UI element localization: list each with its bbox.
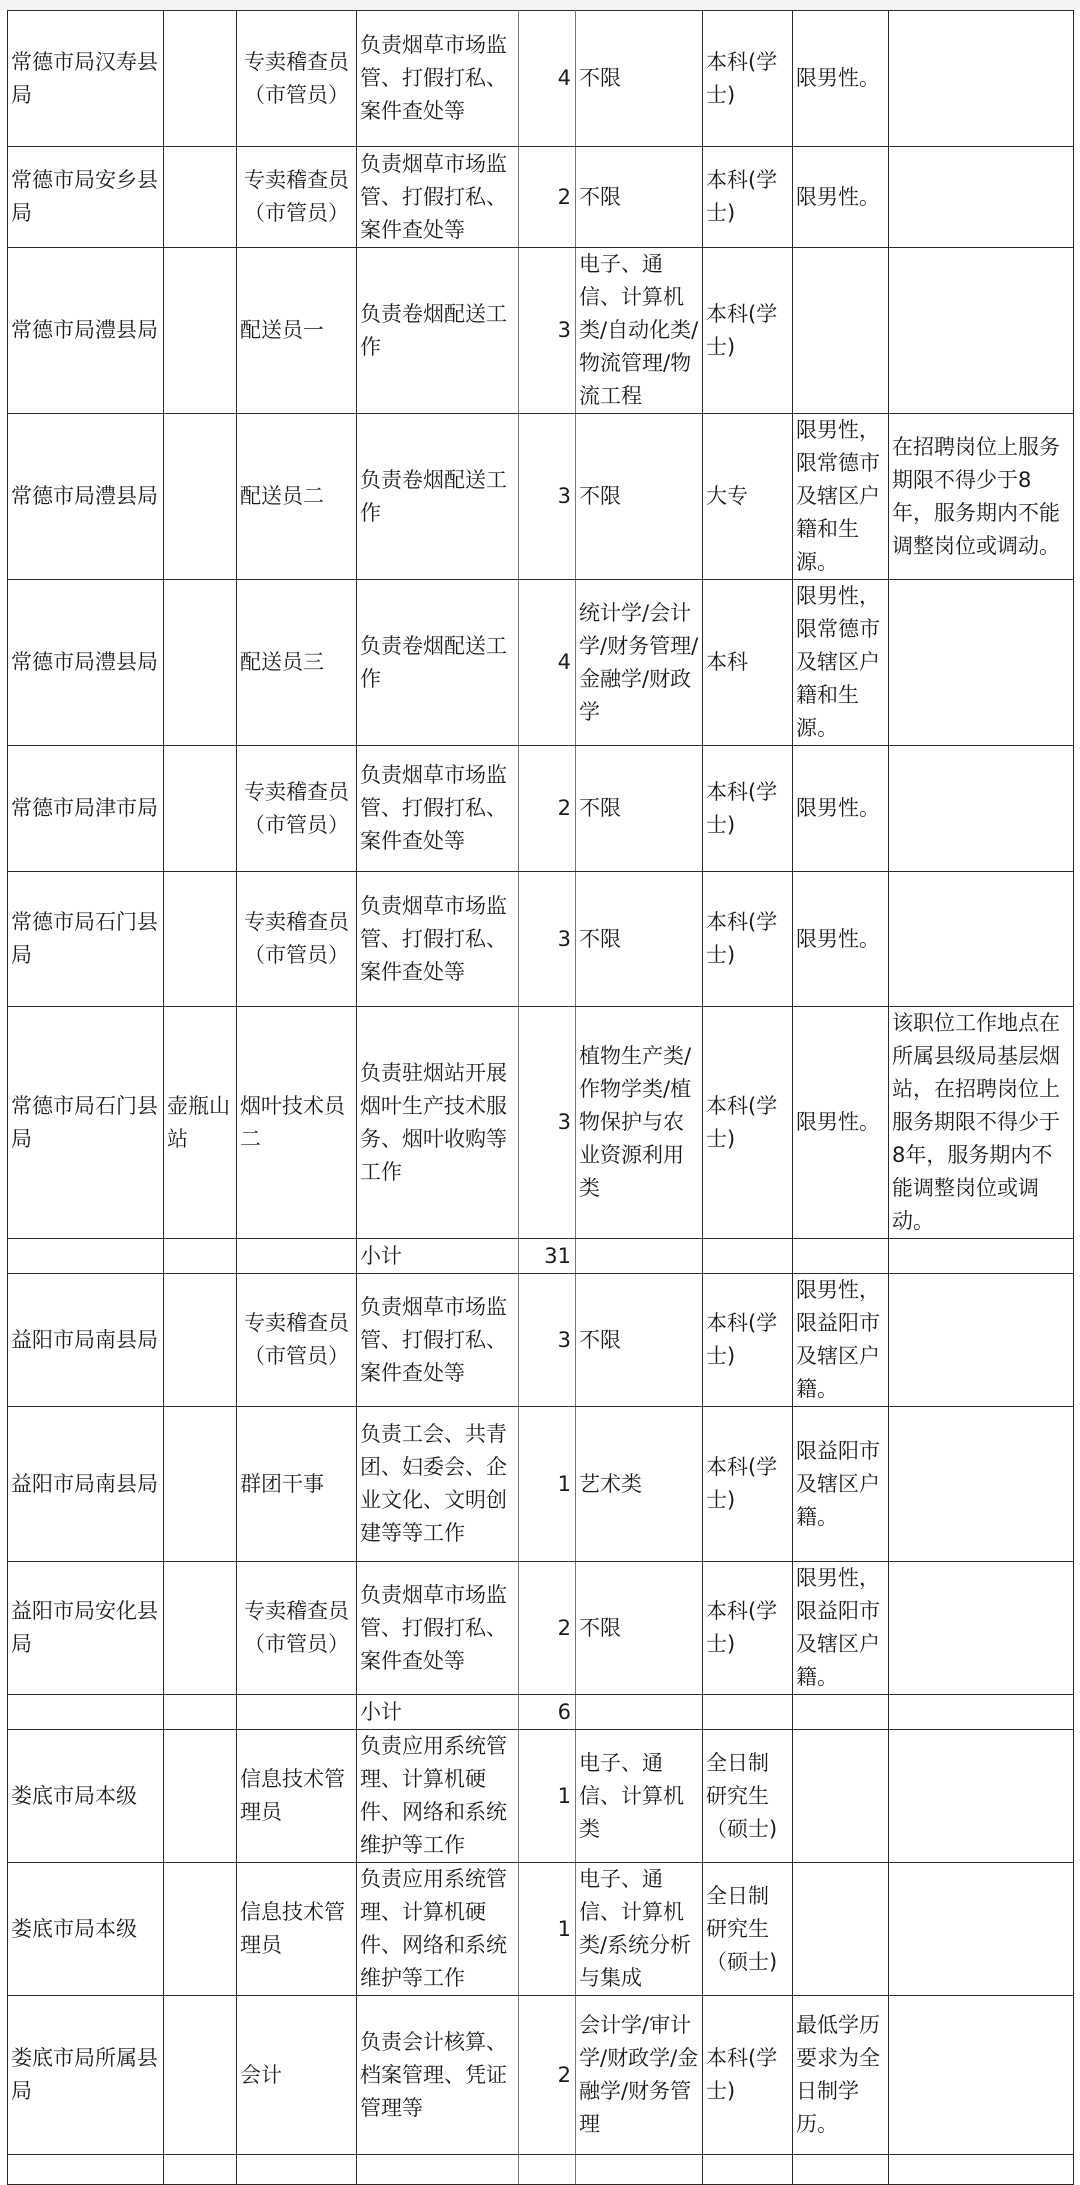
note-cell xyxy=(889,1562,1074,1695)
subtotal-row xyxy=(8,1239,1074,1274)
empty-cell xyxy=(703,1695,793,1730)
major-cell: 不限 xyxy=(576,872,703,1007)
unit-cell: 益阳市局南县局 xyxy=(8,1274,164,1407)
site-cell xyxy=(164,1996,237,2155)
empty-cell xyxy=(889,1239,1074,1274)
duty-cell: 负责烟草市场监管、打假打私、案件查处等 xyxy=(357,746,519,872)
subtotal-blank-cell xyxy=(8,1695,164,1730)
count-cell xyxy=(519,2155,576,2185)
subtotal-label: 小计 xyxy=(357,1695,519,1730)
count-cell: 3 xyxy=(519,248,576,414)
major-cell: 电子、通信、计算机类/系统分析与集成 xyxy=(576,1863,703,1996)
count-cell: 1 xyxy=(519,1730,576,1863)
note-cell xyxy=(889,1274,1074,1407)
requirement-cell xyxy=(793,1863,889,1996)
site-cell xyxy=(164,414,237,580)
duty-cell: 负责卷烟配送工作 xyxy=(357,580,519,746)
note-cell xyxy=(889,11,1074,147)
count-cell: 3 xyxy=(519,414,576,580)
duty-cell: 负责烟草市场监管、打假打私、案件查处等 xyxy=(357,1562,519,1695)
site-cell xyxy=(164,2155,237,2185)
duty-cell: 负责烟草市场监管、打假打私、案件查处等 xyxy=(357,11,519,147)
major-cell xyxy=(576,2155,703,2185)
position-cell: 信息技术管理员 xyxy=(237,1730,357,1863)
table-row xyxy=(8,1996,1074,2155)
empty-cell xyxy=(237,1695,357,1730)
position-cell: 配送员二 xyxy=(237,414,357,580)
subtotal-count: 6 xyxy=(519,1695,576,1730)
table-row xyxy=(8,1863,1074,1996)
requirement-cell: 限男性，限常德市及辖区户籍和生源。 xyxy=(793,414,889,580)
empty-cell xyxy=(793,1695,889,1730)
count-cell: 3 xyxy=(519,1007,576,1239)
major-cell: 艺术类 xyxy=(576,1407,703,1562)
table-row xyxy=(8,1407,1074,1562)
empty-cell xyxy=(164,1695,237,1730)
position-cell: 专卖稽查员（市管员） xyxy=(237,1274,357,1407)
count-cell: 4 xyxy=(519,11,576,147)
empty-cell xyxy=(237,1239,357,1274)
table-row xyxy=(8,147,1074,248)
count-cell: 1 xyxy=(519,1863,576,1996)
duty-cell: 负责应用系统管理、计算机硬件、网络和系统维护等工作 xyxy=(357,1863,519,1996)
requirement-cell xyxy=(793,1730,889,1863)
note-cell xyxy=(889,872,1074,1007)
site-cell xyxy=(164,11,237,147)
requirement-cell: 限男性。 xyxy=(793,147,889,248)
site-cell xyxy=(164,1274,237,1407)
count-cell: 2 xyxy=(519,147,576,248)
note-cell xyxy=(889,248,1074,414)
duty-cell: 负责烟草市场监管、打假打私、案件查处等 xyxy=(357,147,519,248)
site-cell xyxy=(164,1562,237,1695)
duty-cell: 负责工会、共青团、妇委会、企业文化、文明创建等等工作 xyxy=(357,1407,519,1562)
note-cell xyxy=(889,147,1074,248)
duty-cell xyxy=(357,2155,519,2185)
requirement-cell: 限男性，限益阳市及辖区户籍。 xyxy=(793,1274,889,1407)
count-cell: 1 xyxy=(519,1407,576,1562)
count-cell: 2 xyxy=(519,746,576,872)
table-row xyxy=(8,11,1074,147)
unit-cell: 益阳市局南县局 xyxy=(8,1407,164,1562)
major-cell: 不限 xyxy=(576,1562,703,1695)
major-cell: 不限 xyxy=(576,746,703,872)
unit-cell: 常德市局津市局 xyxy=(8,746,164,872)
note-cell xyxy=(889,1730,1074,1863)
duty-cell: 负责驻烟站开展烟叶生产技术服务、烟叶收购等工作 xyxy=(357,1007,519,1239)
position-cell: 配送员三 xyxy=(237,580,357,746)
note-cell: 在招聘岗位上服务期限不得少于8年，服务期内不能调整岗位或调动。 xyxy=(889,414,1074,580)
major-cell: 统计学/会计学/财务管理/金融学/财政学 xyxy=(576,580,703,746)
requirement-cell xyxy=(793,2155,889,2185)
unit-cell: 娄底市局本级 xyxy=(8,1863,164,1996)
site-cell: 壶瓶山站 xyxy=(164,1007,237,1239)
unit-cell: 常德市局澧县局 xyxy=(8,580,164,746)
education-cell: 全日制研究生（硕士) xyxy=(703,1863,793,1996)
note-cell xyxy=(889,746,1074,872)
major-cell: 不限 xyxy=(576,1274,703,1407)
requirement-cell: 限益阳市及辖区户籍。 xyxy=(793,1407,889,1562)
table-row xyxy=(8,872,1074,1007)
note-cell xyxy=(889,2155,1074,2185)
education-cell: 大专 xyxy=(703,414,793,580)
major-cell: 植物生产类/作物学类/植物保护与农业资源利用类 xyxy=(576,1007,703,1239)
major-cell: 不限 xyxy=(576,147,703,248)
note-cell: 该职位工作地点在所属县级局基层烟站，在招聘岗位上服务期限不得少于8年，服务期内不能调整岗位或调动。 xyxy=(889,1007,1074,1239)
count-cell: 2 xyxy=(519,1562,576,1695)
education-cell: 本科(学士) xyxy=(703,746,793,872)
position-cell: 专卖稽查员（市管员） xyxy=(237,147,357,248)
empty-cell xyxy=(889,1695,1074,1730)
unit-cell: 娄底市局所属县局 xyxy=(8,1996,164,2155)
site-cell xyxy=(164,147,237,248)
site-cell xyxy=(164,872,237,1007)
position-cell: 配送员一 xyxy=(237,248,357,414)
education-cell: 本科 xyxy=(703,580,793,746)
major-cell: 不限 xyxy=(576,414,703,580)
subtotal-blank-cell xyxy=(8,1239,164,1274)
position-cell: 专卖稽查员（市管员） xyxy=(237,11,357,147)
position-cell: 群团干事 xyxy=(237,1407,357,1562)
unit-cell: 常德市局澧县局 xyxy=(8,248,164,414)
table-row xyxy=(8,1007,1074,1239)
duty-cell: 负责卷烟配送工作 xyxy=(357,248,519,414)
major-cell: 电子、通信、计算机类/自动化类/物流管理/物流工程 xyxy=(576,248,703,414)
major-cell: 电子、通信、计算机类 xyxy=(576,1730,703,1863)
empty-cell xyxy=(164,1239,237,1274)
education-cell: 本科(学士) xyxy=(703,1007,793,1239)
subtotal-row xyxy=(8,1695,1074,1730)
table-row xyxy=(8,1730,1074,1863)
unit-cell: 常德市局汉寿县局 xyxy=(8,11,164,147)
table-row xyxy=(8,248,1074,414)
education-cell: 本科(学士) xyxy=(703,11,793,147)
position-cell: 专卖稽查员（市管员） xyxy=(237,872,357,1007)
previous-row-remnant xyxy=(0,0,1080,10)
requirement-cell: 限男性，限益阳市及辖区户籍。 xyxy=(793,1562,889,1695)
unit-cell: 常德市局澧县局 xyxy=(8,414,164,580)
unit-cell: 娄底市局本级 xyxy=(8,1730,164,1863)
table-row xyxy=(8,580,1074,746)
count-cell: 3 xyxy=(519,872,576,1007)
unit-cell: 益阳市局安化县局 xyxy=(8,1562,164,1695)
subtotal-count: 31 xyxy=(519,1239,576,1274)
count-cell: 3 xyxy=(519,1274,576,1407)
education-cell: 本科(学士) xyxy=(703,248,793,414)
empty-cell xyxy=(793,1239,889,1274)
table-row xyxy=(8,414,1074,580)
site-cell xyxy=(164,746,237,872)
subtotal-label: 小计 xyxy=(357,1239,519,1274)
table-row xyxy=(8,746,1074,872)
education-cell xyxy=(703,2155,793,2185)
position-cell: 烟叶技术员二 xyxy=(237,1007,357,1239)
table-row xyxy=(8,1562,1074,1695)
requirement-cell: 限男性。 xyxy=(793,11,889,147)
position-cell xyxy=(237,2155,357,2185)
position-cell: 会计 xyxy=(237,1996,357,2155)
education-cell: 本科(学士) xyxy=(703,1996,793,2155)
requirement-cell: 限男性。 xyxy=(793,1007,889,1239)
unit-cell xyxy=(8,2155,164,2185)
site-cell xyxy=(164,248,237,414)
duty-cell: 负责烟草市场监管、打假打私、案件查处等 xyxy=(357,1274,519,1407)
site-cell xyxy=(164,1407,237,1562)
requirement-cell: 最低学历要求为全日制学历。 xyxy=(793,1996,889,2155)
note-cell xyxy=(889,1863,1074,1996)
position-cell: 信息技术管理员 xyxy=(237,1863,357,1996)
duty-cell: 负责烟草市场监管、打假打私、案件查处等 xyxy=(357,872,519,1007)
position-cell: 专卖稽查员（市管员） xyxy=(237,1562,357,1695)
education-cell: 本科(学士) xyxy=(703,872,793,1007)
position-cell: 专卖稽查员（市管员） xyxy=(237,746,357,872)
site-cell xyxy=(164,1863,237,1996)
requirement-cell: 限男性。 xyxy=(793,872,889,1007)
count-cell: 4 xyxy=(519,580,576,746)
unit-cell: 常德市局石门县局 xyxy=(8,1007,164,1239)
requirement-cell xyxy=(793,248,889,414)
unit-cell: 常德市局安乡县局 xyxy=(8,147,164,248)
empty-cell xyxy=(576,1695,703,1730)
duty-cell: 负责卷烟配送工作 xyxy=(357,414,519,580)
major-cell: 会计学/审计学/财政学/金融学/财务管理 xyxy=(576,1996,703,2155)
education-cell: 本科(学士) xyxy=(703,147,793,248)
site-cell xyxy=(164,1730,237,1863)
note-cell xyxy=(889,1996,1074,2155)
requirement-cell: 限男性，限常德市及辖区户籍和生源。 xyxy=(793,580,889,746)
recruitment-table xyxy=(7,10,1074,2185)
education-cell: 全日制研究生（硕士) xyxy=(703,1730,793,1863)
duty-cell: 负责应用系统管理、计算机硬件、网络和系统维护等工作 xyxy=(357,1730,519,1863)
requirement-cell: 限男性。 xyxy=(793,746,889,872)
empty-cell xyxy=(576,1239,703,1274)
major-cell: 不限 xyxy=(576,11,703,147)
table-row xyxy=(8,1274,1074,1407)
unit-cell: 常德市局石门县局 xyxy=(8,872,164,1007)
education-cell: 本科(学士) xyxy=(703,1407,793,1562)
empty-cell xyxy=(703,1239,793,1274)
note-cell xyxy=(889,1407,1074,1562)
duty-cell: 负责会计核算、档案管理、凭证管理等 xyxy=(357,1996,519,2155)
note-cell xyxy=(889,580,1074,746)
education-cell: 本科(学士) xyxy=(703,1562,793,1695)
count-cell: 2 xyxy=(519,1996,576,2155)
table-row xyxy=(8,2155,1074,2185)
education-cell: 本科(学士) xyxy=(703,1274,793,1407)
site-cell xyxy=(164,580,237,746)
